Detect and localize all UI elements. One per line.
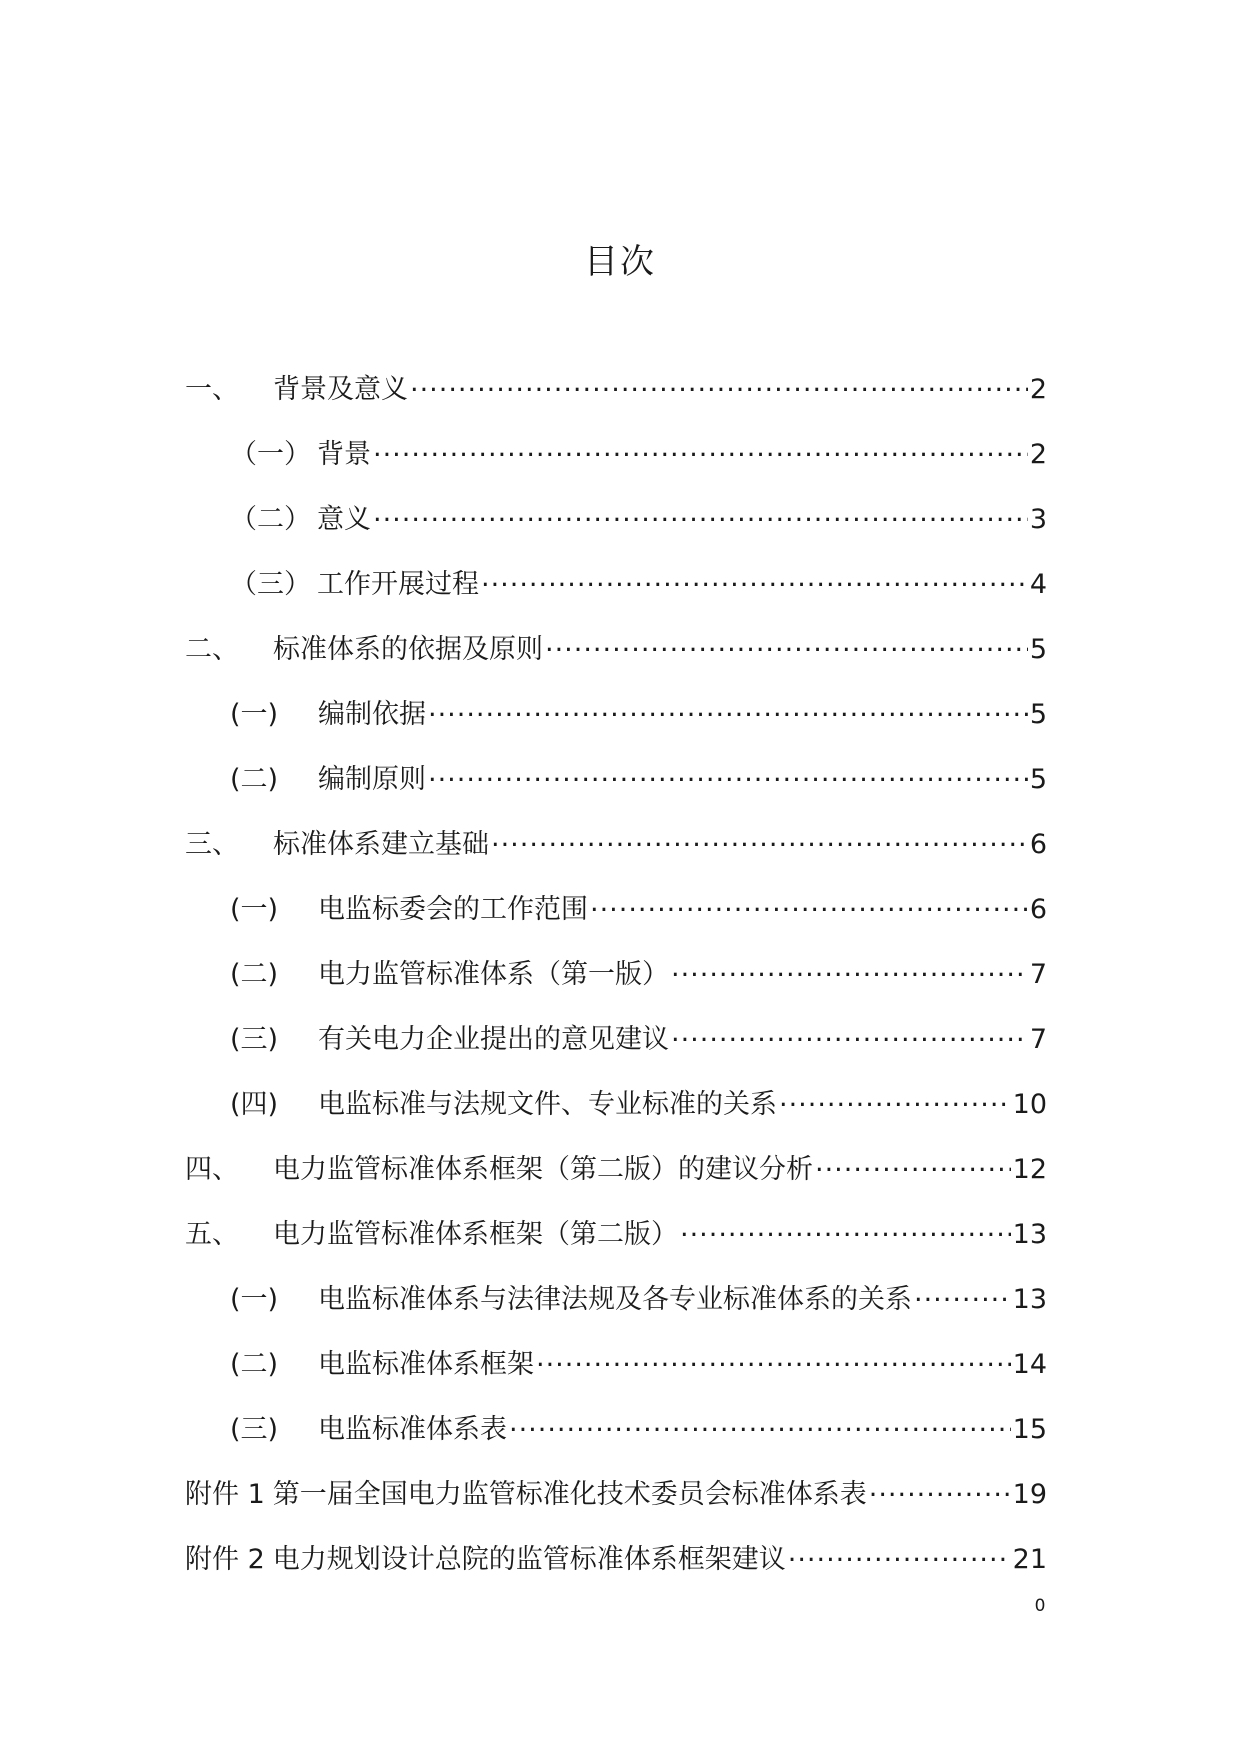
toc-entry-number: 一、 bbox=[185, 374, 239, 405]
toc-entry-number: 二、 bbox=[185, 634, 239, 665]
dot-leader bbox=[779, 1083, 1011, 1113]
toc-entry-number: (二) bbox=[230, 1349, 279, 1380]
toc-entry-text: 电监标准与法规文件、专业标准的关系 bbox=[318, 1089, 777, 1120]
dot-leader bbox=[545, 628, 1028, 658]
toc-entry-text: 工作开展过程 bbox=[317, 569, 479, 600]
toc-title: 目次 bbox=[584, 242, 656, 282]
dot-leader bbox=[536, 1343, 1011, 1373]
dot-leader bbox=[671, 1018, 1028, 1048]
dot-leader bbox=[373, 433, 1028, 463]
toc-entry-page: 21 bbox=[1012, 1544, 1047, 1575]
toc-entry-number: （一） bbox=[230, 439, 311, 470]
toc-entry-number: （三） bbox=[230, 569, 311, 600]
toc-entry-text: 电监标委会的工作范围 bbox=[318, 894, 588, 925]
toc-entry[interactable] bbox=[185, 951, 1047, 1016]
toc-entry-page: 6 bbox=[1029, 894, 1047, 925]
toc-entry-text: 标准体系的依据及原则 bbox=[273, 634, 543, 665]
toc-entry[interactable] bbox=[185, 1211, 1047, 1276]
dot-leader bbox=[680, 1213, 1011, 1243]
toc-entry-text: 编制依据 bbox=[318, 699, 426, 730]
toc-entry-page: 15 bbox=[1012, 1414, 1047, 1445]
toc-entry-text: 第一届全国电力监管标准化技术委员会标准体系表 bbox=[272, 1479, 867, 1510]
toc-entry-number: (四) bbox=[230, 1089, 279, 1120]
toc-entry-number: (三) bbox=[230, 1414, 279, 1445]
dot-leader bbox=[373, 498, 1028, 528]
toc-entry[interactable] bbox=[185, 366, 1047, 431]
toc-entry-number: 四、 bbox=[185, 1154, 239, 1185]
dot-leader bbox=[428, 693, 1028, 723]
dot-leader bbox=[869, 1473, 1011, 1503]
toc-entry-page: 13 bbox=[1012, 1219, 1047, 1250]
toc-entry-number: (二) bbox=[230, 959, 279, 990]
toc-entry-page: 4 bbox=[1029, 569, 1047, 600]
toc-entry[interactable] bbox=[185, 691, 1047, 756]
toc-entry-number: 五、 bbox=[185, 1219, 239, 1250]
toc-entry-page: 7 bbox=[1029, 959, 1047, 990]
toc-entry-page: 3 bbox=[1029, 504, 1047, 535]
toc-entry-number: 三、 bbox=[185, 829, 239, 860]
dot-leader bbox=[914, 1278, 1011, 1308]
toc-entry[interactable] bbox=[185, 886, 1047, 951]
page-number: 0 bbox=[1034, 1596, 1046, 1616]
toc-entry[interactable] bbox=[185, 1081, 1047, 1146]
toc-entry[interactable] bbox=[185, 626, 1047, 691]
toc-entry[interactable] bbox=[185, 821, 1047, 886]
toc-entry[interactable] bbox=[185, 1016, 1047, 1081]
toc-entry-number: (三) bbox=[230, 1024, 279, 1055]
dot-leader bbox=[491, 823, 1028, 853]
toc-entry-number: (一) bbox=[230, 1284, 279, 1315]
dot-leader bbox=[428, 758, 1028, 788]
toc-entry-text: 电力监管标准体系（第一版） bbox=[318, 959, 669, 990]
toc-entry-text: 有关电力企业提出的意见建议 bbox=[318, 1024, 669, 1055]
toc-entry-page: 19 bbox=[1012, 1479, 1047, 1510]
toc-entry[interactable] bbox=[185, 1276, 1047, 1341]
toc-entry-number: (一) bbox=[230, 699, 279, 730]
toc-entry-page: 5 bbox=[1029, 699, 1047, 730]
toc-entry-text: 编制原则 bbox=[318, 764, 426, 795]
dot-leader bbox=[481, 563, 1028, 593]
dot-leader bbox=[590, 888, 1028, 918]
dot-leader bbox=[788, 1538, 1011, 1568]
toc-entry-page: 10 bbox=[1012, 1089, 1047, 1120]
toc-entry-page: 13 bbox=[1012, 1284, 1047, 1315]
toc-entry[interactable] bbox=[185, 756, 1047, 821]
toc-entry-page: 2 bbox=[1029, 439, 1047, 470]
toc-entry-page: 5 bbox=[1029, 764, 1047, 795]
toc-entry[interactable] bbox=[185, 496, 1047, 561]
toc-entry-page: 14 bbox=[1012, 1349, 1047, 1380]
toc-entry-number: （二） bbox=[230, 504, 311, 535]
toc-entry[interactable] bbox=[185, 1146, 1047, 1211]
toc-entry-number: 附件 2 bbox=[185, 1544, 265, 1575]
toc-entry-page: 2 bbox=[1029, 374, 1047, 405]
toc-entry[interactable] bbox=[185, 431, 1047, 496]
toc-entry[interactable] bbox=[185, 1471, 1047, 1536]
toc-entry-number: (一) bbox=[230, 894, 279, 925]
toc-entry[interactable] bbox=[185, 1406, 1047, 1471]
toc-entry-text: 电监标准体系框架 bbox=[318, 1349, 534, 1380]
toc-entry-text: 意义 bbox=[317, 504, 371, 535]
toc-entry-number: 附件 1 bbox=[185, 1479, 265, 1510]
toc-entry-page: 12 bbox=[1012, 1154, 1047, 1185]
dot-leader bbox=[410, 368, 1028, 398]
dot-leader bbox=[509, 1408, 1011, 1438]
toc-entry-text: 电监标准体系与法律法规及各专业标准体系的关系 bbox=[318, 1284, 912, 1315]
toc-entry-page: 5 bbox=[1029, 634, 1047, 665]
toc-list bbox=[185, 366, 1047, 1601]
dot-leader bbox=[815, 1148, 1011, 1178]
toc-entry-number: (二) bbox=[230, 764, 279, 795]
toc-entry-text: 标准体系建立基础 bbox=[273, 829, 489, 860]
toc-entry-text: 背景 bbox=[317, 439, 371, 470]
toc-entry-text: 电力监管标准体系框架（第二版）的建议分析 bbox=[273, 1154, 813, 1185]
toc-entry-text: 背景及意义 bbox=[273, 374, 408, 405]
toc-entry-text: 电力规划设计总院的监管标准体系框架建议 bbox=[272, 1544, 786, 1575]
dot-leader bbox=[671, 953, 1028, 983]
toc-entry[interactable] bbox=[185, 1536, 1047, 1601]
toc-entry-text: 电力监管标准体系框架（第二版） bbox=[273, 1219, 678, 1250]
toc-entry[interactable] bbox=[185, 1341, 1047, 1406]
toc-entry-text: 电监标准体系表 bbox=[318, 1414, 507, 1445]
toc-entry[interactable] bbox=[185, 561, 1047, 626]
toc-entry-page: 6 bbox=[1029, 829, 1047, 860]
toc-entry-page: 7 bbox=[1029, 1024, 1047, 1055]
